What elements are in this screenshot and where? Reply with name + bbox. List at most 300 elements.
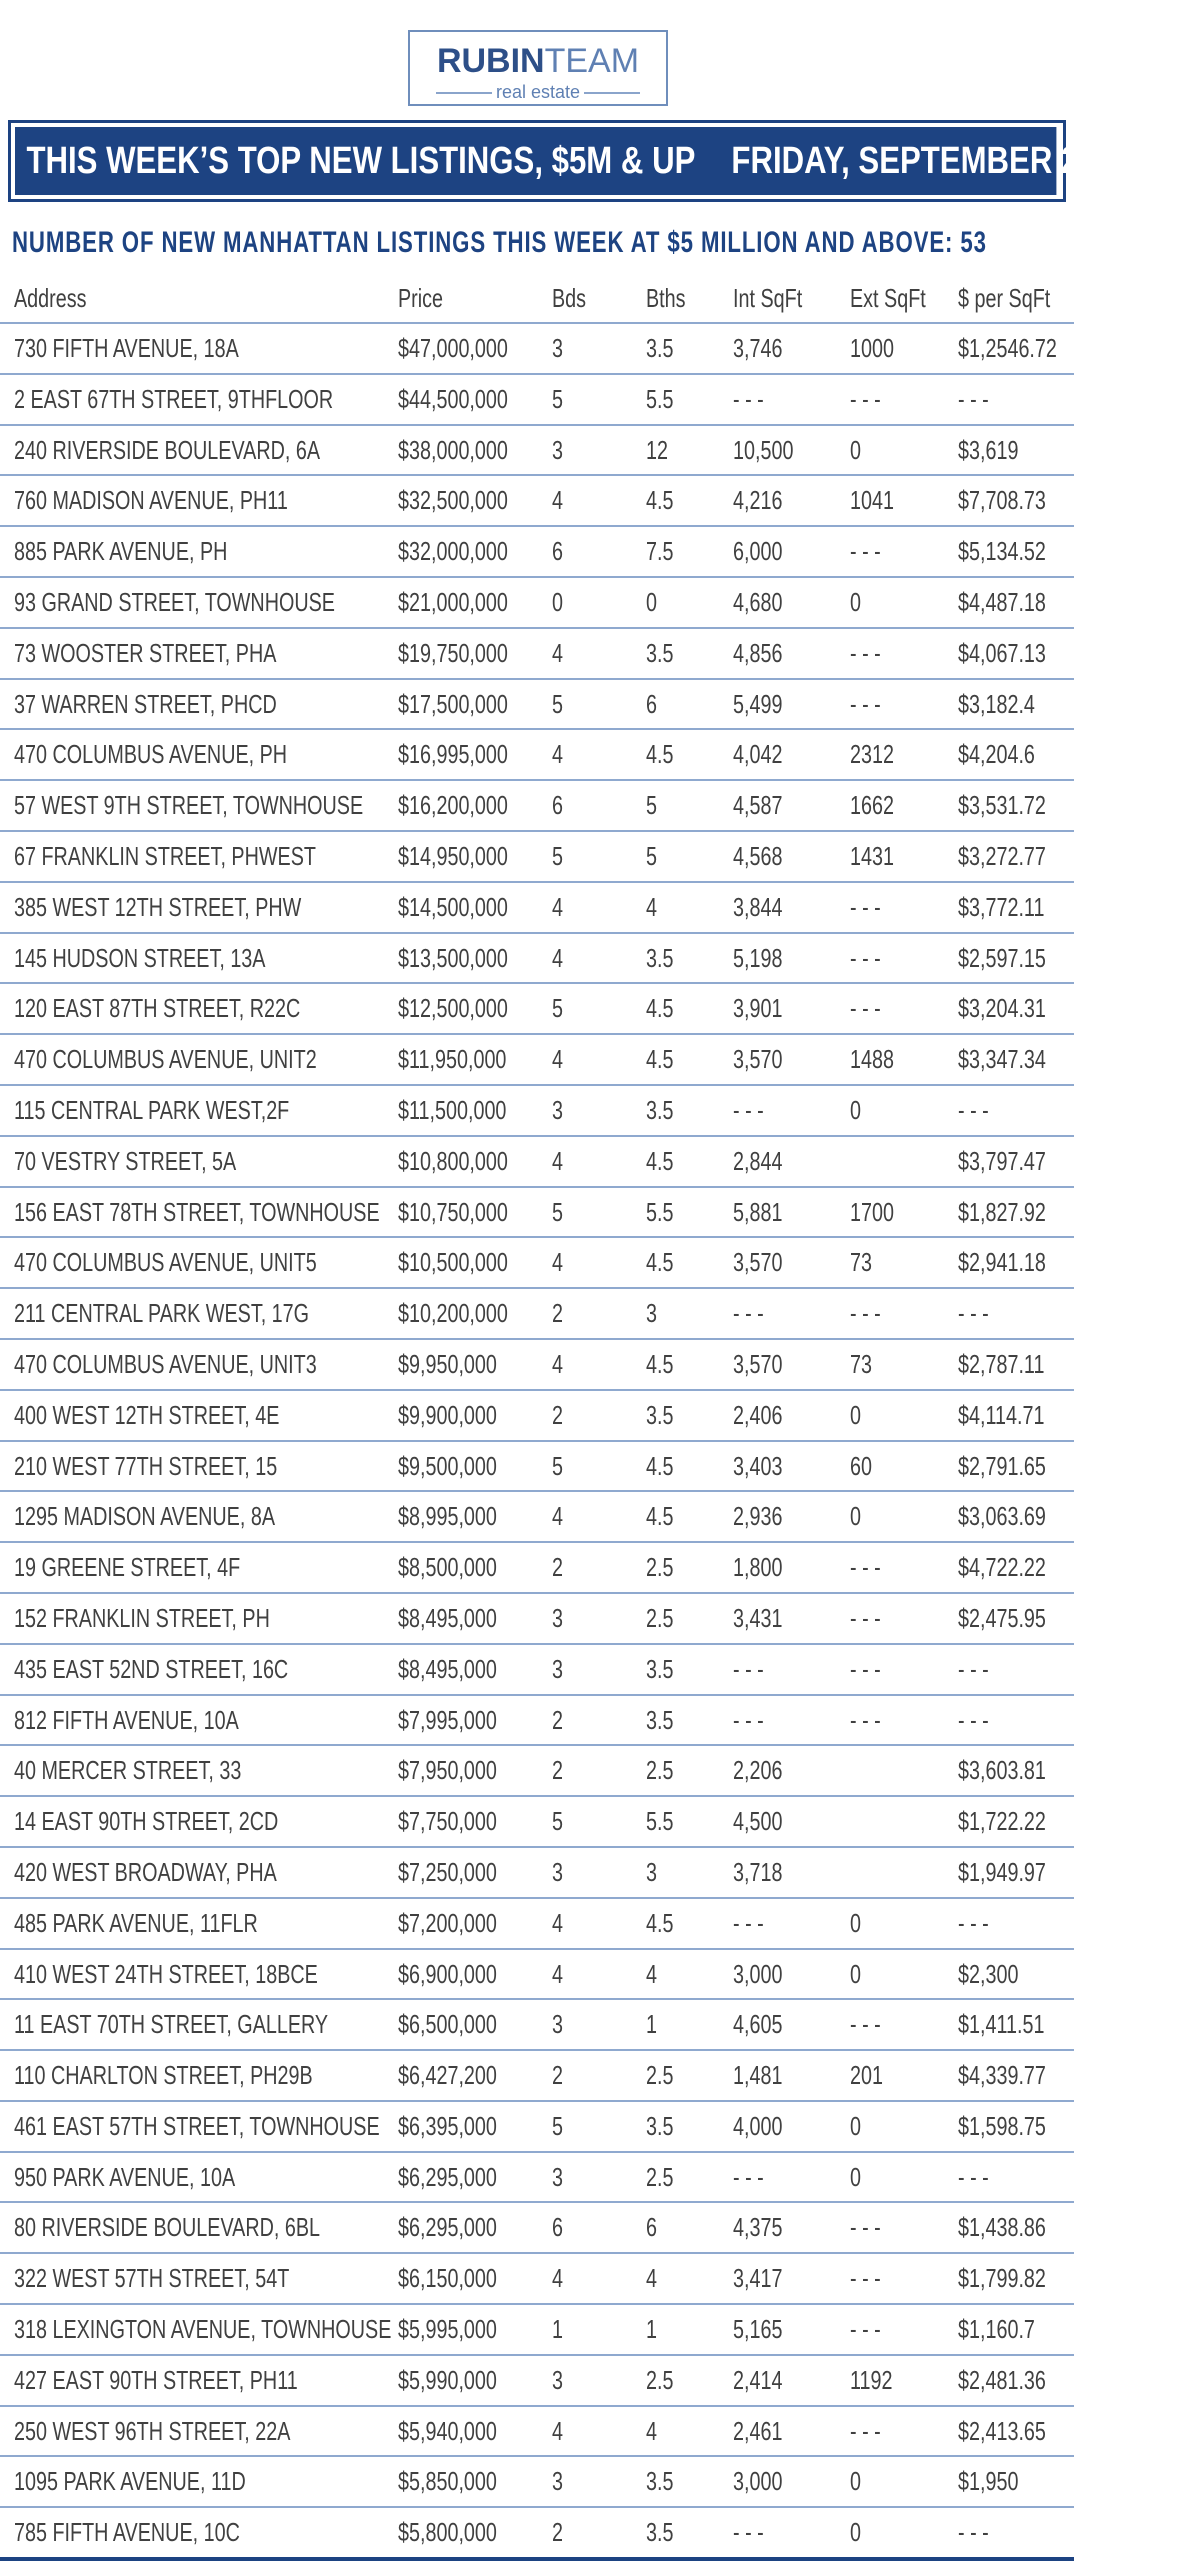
- cell-beds: 6: [552, 2212, 563, 2243]
- cell-price-per-sqft: $1,2546.72: [958, 333, 1057, 363]
- cell-beds: 3: [552, 1094, 563, 1125]
- cell-int-sqft: 4,000: [733, 2110, 783, 2141]
- cell-price-per-sqft: $1,799.82: [958, 2263, 1046, 2294]
- cell-price: $11,950,000: [398, 1044, 507, 1075]
- cell-price-per-sqft: $1,160.7: [958, 2314, 1035, 2345]
- cell-baths: 5.5: [646, 383, 674, 414]
- cell-address: 885 PARK AVENUE, PH: [14, 536, 228, 567]
- cell-address: 410 WEST 24TH STREET, 18BCE: [14, 1958, 318, 1989]
- cell-beds: 4: [552, 1145, 563, 1176]
- cell-price-per-sqft: $1,949.97: [958, 1856, 1046, 1887]
- cell-beds: 5: [552, 2110, 563, 2141]
- cell-address: 1295 MADISON AVENUE, 8A: [14, 1501, 276, 1532]
- logo-rule-right: [584, 92, 640, 94]
- cell-ext-sqft: - - -: [850, 536, 881, 567]
- cell-ext-sqft: 0: [850, 2110, 861, 2141]
- cell-ext-sqft: - - -: [850, 2314, 881, 2345]
- cell-int-sqft: 6,000: [733, 536, 783, 567]
- cell-price-per-sqft: $3,619: [958, 434, 1019, 465]
- cell-address: 400 WEST 12TH STREET, 4E: [14, 1399, 280, 1430]
- banner-title: THIS WEEK’S TOP NEW LISTINGS, $5M & UP: [26, 139, 696, 182]
- cell-int-sqft: 3,570: [733, 1044, 783, 1075]
- cell-price-per-sqft: $5,134.52: [958, 536, 1046, 567]
- cell-beds: 3: [552, 1653, 563, 1684]
- cell-baths: 4.5: [646, 1450, 674, 1481]
- table-row: [0, 1137, 1074, 1188]
- cell-ext-sqft: 1488: [850, 1044, 894, 1075]
- cell-ext-sqft: 0: [850, 2466, 861, 2497]
- cell-ext-sqft: - - -: [850, 637, 881, 668]
- cell-ext-sqft: - - -: [850, 891, 881, 922]
- column-header-baths: Bths: [646, 283, 686, 313]
- cell-ext-sqft: - - -: [850, 1552, 881, 1583]
- logo-wordmark: [410, 43, 666, 79]
- cell-beds: 4: [552, 1044, 563, 1075]
- cell-price: $17,500,000: [398, 688, 508, 719]
- cell-price: $7,250,000: [398, 1856, 497, 1887]
- cell-price-per-sqft: $1,598.75: [958, 2110, 1046, 2141]
- cell-address: 950 PARK AVENUE, 10A: [14, 2161, 236, 2192]
- cell-ext-sqft: 60: [850, 1450, 872, 1481]
- table-row: [0, 730, 1074, 781]
- cell-int-sqft: 2,206: [733, 1755, 783, 1786]
- column-header-ext-sqft: Ext SqFt: [850, 283, 926, 313]
- table-row: [0, 2254, 1074, 2305]
- cell-baths: 6: [646, 688, 657, 719]
- cell-baths: 2.5: [646, 2060, 674, 2091]
- cell-price: $16,200,000: [398, 790, 508, 821]
- cell-price: $21,000,000: [398, 586, 508, 617]
- cell-price-per-sqft: $2,481.36: [958, 2364, 1046, 2395]
- cell-baths: 3.5: [646, 333, 674, 363]
- cell-beds: 2: [552, 1755, 563, 1786]
- cell-int-sqft: - - -: [733, 1704, 764, 1735]
- cell-int-sqft: 5,881: [733, 1196, 783, 1227]
- cell-price: $19,750,000: [398, 637, 508, 668]
- cell-baths: 0: [646, 586, 657, 617]
- cell-baths: 3: [646, 1856, 657, 1887]
- cell-beds: 4: [552, 1348, 563, 1379]
- cell-price: $7,200,000: [398, 1907, 497, 1938]
- cell-address: 152 FRANKLIN STREET, PH: [14, 1602, 270, 1633]
- cell-address: 461 EAST 57TH STREET, TOWNHOUSE: [14, 2110, 380, 2141]
- cell-price: $14,500,000: [398, 891, 508, 922]
- cell-price: $10,200,000: [398, 1298, 508, 1329]
- cell-ext-sqft: - - -: [850, 2415, 881, 2446]
- cell-ext-sqft: - - -: [850, 993, 881, 1024]
- cell-address: 211 CENTRAL PARK WEST, 17G: [14, 1298, 310, 1329]
- cell-address: 210 WEST 77TH STREET, 15: [14, 1450, 278, 1481]
- table-row: [0, 984, 1074, 1035]
- cell-price-per-sqft: $4,339.77: [958, 2060, 1046, 2091]
- cell-int-sqft: 4,042: [733, 739, 783, 770]
- cell-int-sqft: 3,718: [733, 1856, 783, 1887]
- cell-price: $5,995,000: [398, 2314, 497, 2345]
- cell-price-per-sqft: $2,791.65: [958, 1450, 1046, 1481]
- cell-beds: 3: [552, 2161, 563, 2192]
- cell-baths: 4: [646, 2263, 657, 2294]
- cell-address: 14 EAST 90TH STREET, 2CD: [14, 1806, 279, 1837]
- cell-address: 427 EAST 90TH STREET, PH11: [14, 2364, 298, 2395]
- cell-price: $8,500,000: [398, 1552, 497, 1583]
- table-row: [0, 1543, 1074, 1594]
- cell-int-sqft: 2,414: [733, 2364, 783, 2395]
- table-row: [0, 2457, 1074, 2508]
- cell-int-sqft: 2,936: [733, 1501, 783, 1532]
- table-row: [0, 476, 1074, 527]
- cell-price-per-sqft: - - -: [958, 2161, 989, 2192]
- cell-price: $32,500,000: [398, 485, 508, 516]
- table-bottom-rule: [0, 2557, 1074, 2561]
- cell-address: 70 VESTRY STREET, 5A: [14, 1145, 237, 1176]
- cell-address: 115 CENTRAL PARK WEST,2F: [14, 1094, 290, 1125]
- cell-price: $10,800,000: [398, 1145, 508, 1176]
- cell-baths: 3.5: [646, 1653, 674, 1684]
- cell-price: $6,500,000: [398, 2009, 497, 2040]
- cell-int-sqft: - - -: [733, 1653, 764, 1684]
- cell-baths: 2.5: [646, 1602, 674, 1633]
- cell-address: 40 MERCER STREET, 33: [14, 1755, 242, 1786]
- cell-price: $32,000,000: [398, 536, 508, 567]
- cell-int-sqft: 4,680: [733, 586, 783, 617]
- cell-price: $13,500,000: [398, 942, 508, 973]
- cell-int-sqft: - - -: [733, 1907, 764, 1938]
- cell-ext-sqft: - - -: [850, 1298, 881, 1329]
- cell-address: 37 WARREN STREET, PHCD: [14, 688, 277, 719]
- cell-price: $5,800,000: [398, 2517, 497, 2548]
- cell-address: 470 COLUMBUS AVENUE, UNIT3: [14, 1348, 317, 1379]
- cell-price: $9,900,000: [398, 1399, 497, 1430]
- cell-beds: 3: [552, 333, 563, 363]
- cell-beds: 5: [552, 688, 563, 719]
- cell-baths: 5: [646, 790, 657, 821]
- table-row: [0, 1746, 1074, 1797]
- cell-int-sqft: 4,605: [733, 2009, 783, 2040]
- cell-beds: 3: [552, 2364, 563, 2395]
- cell-address: 318 LEXINGTON AVENUE, TOWNHOUSE: [14, 2314, 392, 2345]
- cell-price-per-sqft: $1,411.51: [958, 2009, 1045, 2040]
- cell-price: $14,950,000: [398, 840, 508, 871]
- cell-baths: 4.5: [646, 1501, 674, 1532]
- table-row: [0, 324, 1074, 375]
- cell-int-sqft: 2,461: [733, 2415, 783, 2446]
- cell-beds: 4: [552, 485, 563, 516]
- cell-int-sqft: 5,165: [733, 2314, 783, 2345]
- cell-baths: 1: [646, 2314, 657, 2345]
- column-header-address: Address: [14, 283, 87, 313]
- cell-price-per-sqft: $3,063.69: [958, 1501, 1046, 1532]
- cell-address: 760 MADISON AVENUE, PH11: [14, 485, 288, 516]
- cell-baths: 3.5: [646, 2466, 674, 2497]
- cell-int-sqft: 1,481: [733, 2060, 783, 2091]
- cell-ext-sqft: - - -: [850, 383, 881, 414]
- column-header-beds: Bds: [552, 283, 587, 313]
- cell-beds: 3: [552, 1856, 563, 1887]
- cell-ext-sqft: 0: [850, 1907, 861, 1938]
- cell-beds: 4: [552, 1247, 563, 1278]
- cell-price: $9,500,000: [398, 1450, 497, 1481]
- rubin-team-logo: [408, 30, 668, 106]
- cell-price-per-sqft: $2,597.15: [958, 942, 1046, 973]
- cell-int-sqft: 4,216: [733, 485, 783, 516]
- cell-baths: 3.5: [646, 1094, 674, 1125]
- cell-price-per-sqft: $2,413.65: [958, 2415, 1046, 2446]
- logo-rule-left: [436, 92, 492, 94]
- cell-int-sqft: - - -: [733, 2517, 764, 2548]
- cell-price: $7,950,000: [398, 1755, 497, 1786]
- cell-price-per-sqft: $2,300: [958, 1958, 1019, 1989]
- cell-int-sqft: 3,000: [733, 1958, 783, 1989]
- cell-baths: 2.5: [646, 2364, 674, 2395]
- logo-team-text: TEAM: [544, 42, 640, 80]
- column-header-price-per-sqft: $ per SqFt: [958, 283, 1051, 313]
- cell-beds: 6: [552, 536, 563, 567]
- cell-beds: 1: [552, 2314, 563, 2345]
- cell-address: 420 WEST BROADWAY, PHA: [14, 1856, 277, 1887]
- title-banner-inner: [15, 127, 1182, 195]
- table-row: [0, 2000, 1074, 2051]
- cell-baths: 4.5: [646, 1145, 674, 1176]
- cell-address: 110 CHARLTON STREET, PH29B: [14, 2060, 313, 2091]
- cell-ext-sqft: 1041: [850, 485, 894, 516]
- cell-ext-sqft: 0: [850, 1094, 861, 1125]
- cell-ext-sqft: 1662: [850, 790, 894, 821]
- table-row: [0, 2153, 1074, 2204]
- cell-address: 19 GREENE STREET, 4F: [14, 1552, 241, 1583]
- cell-ext-sqft: - - -: [850, 2263, 881, 2294]
- table-row: [0, 1442, 1074, 1493]
- cell-beds: 5: [552, 993, 563, 1024]
- table-row: [0, 1340, 1074, 1391]
- cell-price: $5,940,000: [398, 2415, 497, 2446]
- cell-price-per-sqft: $4,487.18: [958, 586, 1046, 617]
- cell-int-sqft: 10,500: [733, 434, 794, 465]
- logo-subtitle-row: [410, 81, 666, 101]
- cell-price-per-sqft: - - -: [958, 2517, 989, 2548]
- cell-beds: 3: [552, 434, 563, 465]
- cell-address: 470 COLUMBUS AVENUE, UNIT2: [14, 1044, 317, 1075]
- cell-baths: 2.5: [646, 2161, 674, 2192]
- cell-ext-sqft: 201: [850, 2060, 883, 2091]
- cell-int-sqft: 3,844: [733, 891, 783, 922]
- cell-ext-sqft: 73: [850, 1247, 872, 1278]
- banner-date: FRIDAY, SEPTEMBER 22, 2023: [731, 139, 1182, 182]
- table-row: [0, 1899, 1074, 1950]
- cell-baths: 4.5: [646, 1247, 674, 1278]
- table-row: [0, 1950, 1074, 2001]
- cell-baths: 3.5: [646, 2517, 674, 2548]
- cell-address: 2 EAST 67TH STREET, 9THFLOOR: [14, 383, 334, 414]
- cell-price-per-sqft: - - -: [958, 1298, 989, 1329]
- cell-int-sqft: 4,856: [733, 637, 783, 668]
- cell-baths: 3.5: [646, 1399, 674, 1430]
- cell-price: $5,990,000: [398, 2364, 497, 2395]
- cell-baths: 3.5: [646, 942, 674, 973]
- cell-beds: 0: [552, 586, 563, 617]
- table-row: [0, 1645, 1074, 1696]
- cell-price: $6,295,000: [398, 2212, 497, 2243]
- table-row: [0, 1391, 1074, 1442]
- cell-ext-sqft: - - -: [850, 2009, 881, 2040]
- cell-beds: 3: [552, 2466, 563, 2497]
- cell-price-per-sqft: $3,204.31: [958, 993, 1046, 1024]
- table-row: [0, 1594, 1074, 1645]
- cell-address: 812 FIFTH AVENUE, 10A: [14, 1704, 239, 1735]
- listings-count-heading: NUMBER OF NEW MANHATTAN LISTINGS THIS WEEK AT $5 MILLION AND ABOVE: 53: [12, 226, 987, 259]
- cell-beds: 4: [552, 2263, 563, 2294]
- cell-ext-sqft: 0: [850, 1958, 861, 1989]
- cell-address: 730 FIFTH AVENUE, 18A: [14, 333, 239, 363]
- table-row: [0, 578, 1074, 629]
- cell-int-sqft: 3,746: [733, 333, 783, 363]
- cell-int-sqft: - - -: [733, 383, 764, 414]
- cell-baths: 4: [646, 1958, 657, 1989]
- cell-address: 73 WOOSTER STREET, PHA: [14, 637, 277, 668]
- cell-price: $6,395,000: [398, 2110, 497, 2141]
- cell-price-per-sqft: $1,438.86: [958, 2212, 1046, 2243]
- cell-ext-sqft: 0: [850, 1399, 861, 1430]
- table-row: [0, 2407, 1074, 2458]
- table-row: [0, 1035, 1074, 1086]
- table-row: [0, 1492, 1074, 1543]
- cell-beds: 2: [552, 1399, 563, 1430]
- logo-subtitle: real estate: [495, 82, 581, 102]
- cell-beds: 5: [552, 1806, 563, 1837]
- table-row: [0, 883, 1074, 934]
- cell-price-per-sqft: $7,708.73: [958, 485, 1046, 516]
- cell-baths: 4.5: [646, 1044, 674, 1075]
- cell-int-sqft: 5,198: [733, 942, 783, 973]
- cell-price: $6,427,200: [398, 2060, 497, 2091]
- cell-baths: 4: [646, 891, 657, 922]
- table-row: [0, 1086, 1074, 1137]
- cell-price-per-sqft: $3,272.77: [958, 840, 1046, 871]
- cell-price-per-sqft: - - -: [958, 1094, 989, 1125]
- cell-address: 156 EAST 78TH STREET, TOWNHOUSE: [14, 1196, 380, 1227]
- cell-beds: 6: [552, 790, 563, 821]
- cell-price-per-sqft: $3,531.72: [958, 790, 1046, 821]
- cell-address: 485 PARK AVENUE, 11FLR: [14, 1907, 258, 1938]
- cell-int-sqft: 3,403: [733, 1450, 783, 1481]
- cell-price-per-sqft: - - -: [958, 1907, 989, 1938]
- cell-ext-sqft: 0: [850, 434, 861, 465]
- table-row: [0, 781, 1074, 832]
- cell-ext-sqft: - - -: [850, 2212, 881, 2243]
- cell-baths: 4: [646, 2415, 657, 2446]
- cell-ext-sqft: - - -: [850, 1602, 881, 1633]
- cell-price: $7,750,000: [398, 1806, 497, 1837]
- cell-int-sqft: 2,406: [733, 1399, 783, 1430]
- table-row: [0, 1238, 1074, 1289]
- cell-address: 385 WEST 12TH STREET, PHW: [14, 891, 302, 922]
- cell-price: $10,750,000: [398, 1196, 508, 1227]
- cell-ext-sqft: 1431: [850, 840, 894, 871]
- cell-price-per-sqft: $3,347.34: [958, 1044, 1046, 1075]
- cell-ext-sqft: - - -: [850, 942, 881, 973]
- cell-baths: 1: [646, 2009, 657, 2040]
- cell-int-sqft: 4,587: [733, 790, 783, 821]
- cell-int-sqft: - - -: [733, 1298, 764, 1329]
- cell-beds: 4: [552, 637, 563, 668]
- cell-ext-sqft: - - -: [850, 1704, 881, 1735]
- table-row: [0, 527, 1074, 578]
- cell-price-per-sqft: - - -: [958, 1653, 989, 1684]
- cell-ext-sqft: 0: [850, 586, 861, 617]
- cell-beds: 3: [552, 1602, 563, 1633]
- cell-price-per-sqft: $4,067.13: [958, 637, 1046, 668]
- column-header-int-sqft: Int SqFt: [733, 283, 803, 313]
- cell-price: $5,850,000: [398, 2466, 497, 2497]
- cell-price-per-sqft: - - -: [958, 383, 989, 414]
- table-row: [0, 629, 1074, 680]
- logo-rubin-text: RUBIN: [436, 42, 545, 80]
- cell-price: $12,500,000: [398, 993, 508, 1024]
- cell-price-per-sqft: $2,941.18: [958, 1247, 1046, 1278]
- table-row: [0, 2508, 1074, 2559]
- cell-beds: 4: [552, 1907, 563, 1938]
- table-header-row: [0, 272, 1074, 324]
- cell-baths: 4.5: [646, 1348, 674, 1379]
- cell-ext-sqft: 2312: [850, 739, 894, 770]
- cell-beds: 3: [552, 2009, 563, 2040]
- cell-beds: 4: [552, 1501, 563, 1532]
- cell-baths: 4.5: [646, 739, 674, 770]
- cell-price-per-sqft: $3,182.4: [958, 688, 1035, 719]
- cell-baths: 4.5: [646, 993, 674, 1024]
- cell-price-per-sqft: $3,772.11: [958, 891, 1045, 922]
- cell-price: $8,495,000: [398, 1602, 497, 1633]
- cell-int-sqft: 3,000: [733, 2466, 783, 2497]
- cell-baths: 3: [646, 1298, 657, 1329]
- cell-address: 145 HUDSON STREET, 13A: [14, 942, 266, 973]
- cell-baths: 7.5: [646, 536, 674, 567]
- table-row: [0, 2051, 1074, 2102]
- cell-baths: 12: [646, 434, 668, 465]
- cell-ext-sqft: 0: [850, 2161, 861, 2192]
- cell-baths: 2.5: [646, 1552, 674, 1583]
- cell-beds: 5: [552, 383, 563, 414]
- cell-beds: 5: [552, 1450, 563, 1481]
- cell-address: 80 RIVERSIDE BOULEVARD, 6BL: [14, 2212, 321, 2243]
- cell-address: 67 FRANKLIN STREET, PHWEST: [14, 840, 316, 871]
- cell-beds: 4: [552, 891, 563, 922]
- cell-price-per-sqft: $4,722.22: [958, 1552, 1046, 1583]
- cell-price-per-sqft: $1,950: [958, 2466, 1019, 2497]
- cell-price-per-sqft: $2,787.11: [958, 1348, 1045, 1379]
- cell-int-sqft: 3,417: [733, 2263, 783, 2294]
- cell-ext-sqft: 73: [850, 1348, 872, 1379]
- cell-int-sqft: 3,570: [733, 1247, 783, 1278]
- cell-baths: 3.5: [646, 637, 674, 668]
- table-row: [0, 2102, 1074, 2153]
- table-row: [0, 2305, 1074, 2356]
- cell-int-sqft: 3,431: [733, 1602, 783, 1633]
- cell-price: $16,995,000: [398, 739, 508, 770]
- cell-address: 93 GRAND STREET, TOWNHOUSE: [14, 586, 335, 617]
- cell-price: $7,995,000: [398, 1704, 497, 1735]
- cell-beds: 5: [552, 1196, 563, 1227]
- cell-price: $47,000,000: [398, 333, 508, 363]
- cell-address: 435 EAST 52ND STREET, 16C: [14, 1653, 289, 1684]
- cell-address: 470 COLUMBUS AVENUE, UNIT5: [14, 1247, 317, 1278]
- cell-price: $38,000,000: [398, 434, 508, 465]
- cell-baths: 5: [646, 840, 657, 871]
- cell-address: 120 EAST 87TH STREET, R22C: [14, 993, 301, 1024]
- cell-price-per-sqft: $4,204.6: [958, 739, 1035, 770]
- cell-beds: 2: [552, 1552, 563, 1583]
- cell-ext-sqft: 0: [850, 1501, 861, 1532]
- cell-beds: 2: [552, 1298, 563, 1329]
